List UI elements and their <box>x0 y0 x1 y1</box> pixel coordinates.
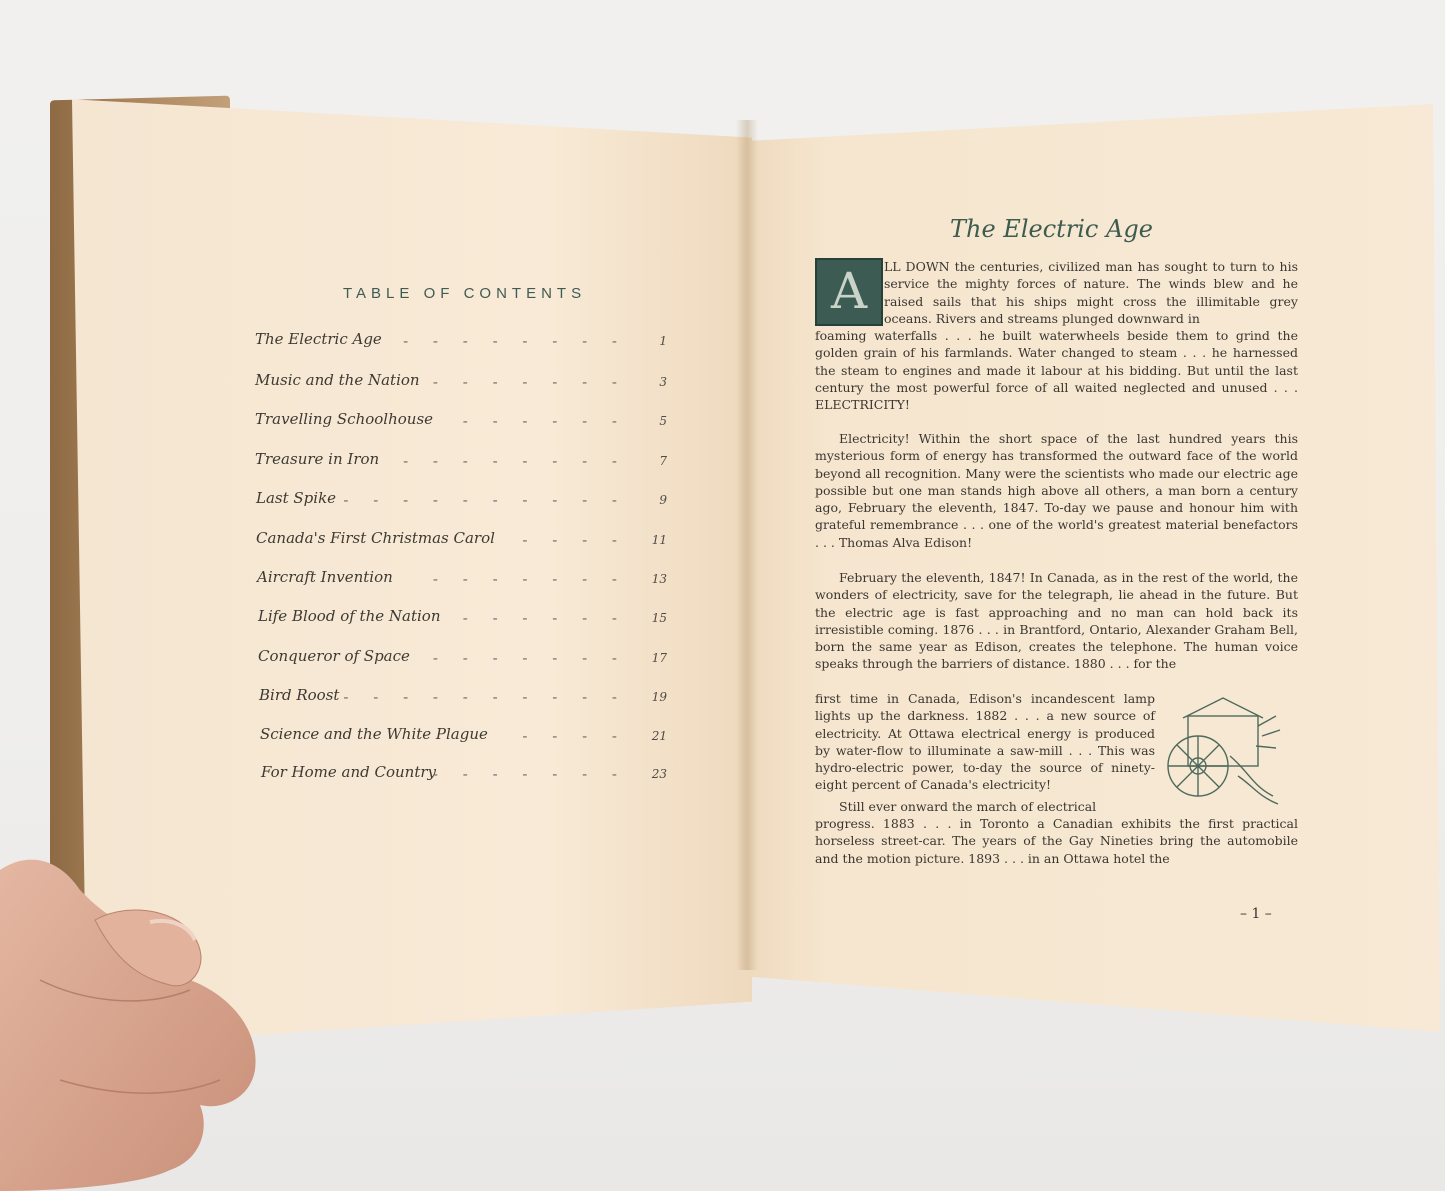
toc-entry-title: Life Blood of the Nation <box>258 607 441 625</box>
toc-entry <box>255 371 667 395</box>
toc-entry <box>255 330 667 354</box>
toc-entry-page: 15 <box>651 611 667 625</box>
toc-leader-dots: - - - - - - - - - - <box>343 688 627 706</box>
toc-leader-dots: - - - - - - <box>462 609 627 627</box>
toc-leader-dots: - - - - - - - - - - <box>343 491 627 509</box>
waterwheel-illustration <box>1158 696 1282 808</box>
hand-holding-book <box>0 830 270 1191</box>
toc-leader-dots: - - - - - - - <box>432 765 627 783</box>
toc-leader-dots: - - - - <box>522 727 627 745</box>
toc-leader-dots: - - - - - - - - <box>403 332 627 350</box>
article-paragraph-wrapped: first time in Canada, Edison's incandescent lamp lights up the darkness. 1882 . . . a new source of electricity. At Ottawa electrical energy is produced by water-flow to illuminate a saw-mill . . . This was hydro-electric power, to-day the source of ninety-eight percent of Canada's electricity! <box>815 691 1155 793</box>
toc-entry-title: For Home and Country <box>261 763 437 781</box>
toc-entry <box>256 529 667 553</box>
article-title: The Electric Age <box>950 215 1153 243</box>
toc-entry-title: The Electric Age <box>255 330 382 348</box>
toc-entry <box>258 607 667 631</box>
toc-entry <box>260 725 667 749</box>
toc-leader-dots: - - - - - - - <box>432 649 627 667</box>
toc-entry <box>259 686 667 710</box>
article-paragraph: foaming waterfalls . . . he built waterwheels beside them to grind the golden grain of his farmlands. Water changed to steam . . . he harnessed the steam to engines and made it labour at his bidding. But until the last century the most powerful force of all waited neglected and unused . . . ELECTRICITY! <box>815 328 1298 413</box>
toc-entry-page: 21 <box>651 729 667 743</box>
toc-entry-title: Science and the White Plague <box>260 725 488 743</box>
book-gutter <box>736 120 758 970</box>
toc-entry-page: 23 <box>651 767 667 781</box>
toc-entry-page: 1 <box>659 334 667 348</box>
toc-entry-title: Treasure in Iron <box>255 450 380 468</box>
toc-entry-page: 13 <box>651 572 667 586</box>
article-paragraph: Electricity! Within the short space of the last hundred years this mysterious form of energy has transformed the outward face of the world beyond all recognition. Many were the scientists who made our electric age possible but one man stands high above all others, a man born a century ago, February the eleventh, 1847. To-day we pause and honour him with grateful remembrance . . . one of the world's greatest material benefactors . . . Thomas Alva Edison! <box>815 431 1298 550</box>
article-paragraph: progress. 1883 . . . in Toronto a Canadian exhibits the first practical horseless street-car. The years of the Gay Nineties bring the automobile and the motion picture. 1893 . . . in an Ottawa hotel the <box>815 816 1298 866</box>
toc-entry <box>255 450 667 474</box>
page-number: – 1 – <box>1240 906 1272 922</box>
toc-entry <box>257 568 667 592</box>
article-paragraph: Still ever onward the march of electrical <box>839 799 1097 814</box>
toc-entry <box>255 410 667 434</box>
toc-heading: TABLE OF CONTENTS <box>343 285 587 302</box>
toc-entry-title: Canada's First Christmas Carol <box>256 529 495 547</box>
toc-leader-dots: - - - - - - <box>462 412 627 430</box>
toc-entry <box>258 647 667 671</box>
toc-entry-title: Bird Roost <box>259 686 340 704</box>
toc-leader-dots: - - - - - - - - <box>403 452 627 470</box>
right-page <box>745 104 1440 1032</box>
toc-entry-page: 11 <box>651 533 667 547</box>
toc-entry <box>261 763 667 787</box>
toc-entry <box>256 489 667 513</box>
toc-entry-title: Travelling Schoolhouse <box>255 410 434 428</box>
toc-leader-dots: - - - - <box>522 531 627 549</box>
article-opening-lines: LL DOWN the centuries, civilized man has sought to turn to his service the mighty forces of nature. The winds blew and he raised sails that his ships might cross the illimitable grey oceans. Rivers and streams plunged downward in <box>884 259 1298 326</box>
article-paragraph: February the eleventh, 1847! In Canada, as in the rest of the world, the wonders of electricity, save for the telegraph, lie ahead in the future. But the electric age is fast approaching and no man can hold back its irresistible coming. 1876 . . . in Brantford, Ontario, Alexander Graham Bell, born the same year as Edison, creates the telephone. The human voice speaks through the barriers of distance. 1880 . . . for the <box>815 570 1298 672</box>
toc-entry-page: 3 <box>659 375 667 389</box>
toc-entry-title: Last Spike <box>256 489 337 507</box>
toc-entry-page: 7 <box>659 454 667 468</box>
drop-cap-letter: A <box>830 262 868 320</box>
toc-entry-page: 19 <box>651 690 667 704</box>
toc-entry-page: 17 <box>651 651 667 665</box>
toc-entry-title: Aircraft Invention <box>257 568 393 586</box>
toc-entry-page: 9 <box>659 493 667 507</box>
drop-cap-ornament <box>815 258 883 326</box>
toc-entry-title: Conqueror of Space <box>258 647 410 665</box>
toc-leader-dots: - - - - - - - <box>432 570 627 588</box>
toc-leader-dots: - - - - - - - <box>432 373 627 391</box>
toc-entry-page: 5 <box>659 414 667 428</box>
toc-entry-title: Music and the Nation <box>255 371 420 389</box>
